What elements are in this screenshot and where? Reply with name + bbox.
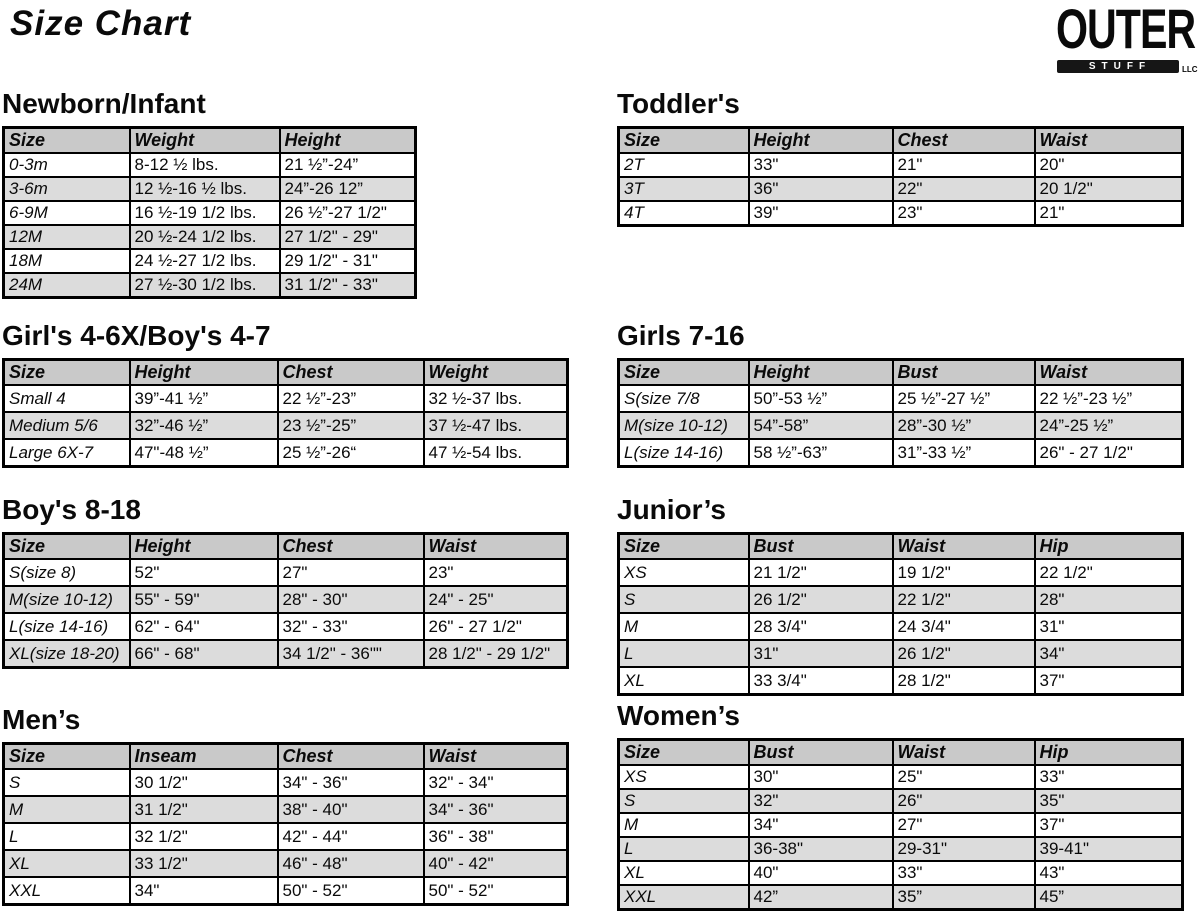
column-header: Size [619, 360, 749, 386]
column-header: Chest [278, 360, 424, 386]
girls-4-6x-boys-4-7-table [2, 358, 569, 468]
table-row [4, 769, 568, 796]
value-cell: 27 ½-30 1/2 lbs. [130, 273, 280, 298]
table-row [4, 823, 568, 850]
page-title: Size Chart [10, 4, 192, 43]
value-cell: 35" [1035, 789, 1183, 813]
value-cell: 28 1/2" [893, 667, 1035, 695]
value-cell: 31”-33 ½” [893, 439, 1035, 467]
womens-table [617, 738, 1184, 911]
table-row [619, 201, 1183, 226]
value-cell: 22 ½”-23 ½” [1035, 385, 1183, 412]
value-cell: 39" [749, 201, 893, 226]
value-cell: 31" [749, 640, 893, 667]
value-cell: 24 3/4" [893, 613, 1035, 640]
value-cell: 47"-48 ½” [130, 439, 278, 467]
size-cell: XL(size 18-20) [4, 640, 130, 668]
table-row [619, 586, 1183, 613]
column-header: Waist [1035, 128, 1183, 154]
value-cell: 34 1/2" - 36"" [278, 640, 424, 668]
section-mens [2, 704, 569, 906]
column-header: Inseam [130, 744, 278, 770]
value-cell: 32" - 33" [278, 613, 424, 640]
column-header: Bust [749, 534, 893, 560]
size-cell: 3-6m [4, 177, 130, 201]
table-row [619, 385, 1183, 412]
table-row [619, 153, 1183, 177]
size-cell: 24M [4, 273, 130, 298]
column-header: Size [619, 740, 749, 766]
column-header: Size [4, 744, 130, 770]
table-row [4, 225, 416, 249]
table-row [4, 249, 416, 273]
column-header: Waist [424, 534, 568, 560]
value-cell: 37" [1035, 667, 1183, 695]
column-header: Waist [424, 744, 568, 770]
value-cell: 22" [893, 177, 1035, 201]
value-cell: 16 ½-19 1/2 lbs. [130, 201, 280, 225]
column-header: Waist [893, 534, 1035, 560]
size-cell: M [4, 796, 130, 823]
logo-llc-text: LLC [1182, 65, 1198, 74]
column-header: Hip [1035, 534, 1183, 560]
column-header: Waist [893, 740, 1035, 766]
section-heading: Men’s [2, 704, 81, 735]
header-row [619, 534, 1183, 560]
table-row [619, 613, 1183, 640]
value-cell: 25 ½”-26“ [278, 439, 424, 467]
value-cell: 34" [1035, 640, 1183, 667]
header-row [4, 360, 568, 386]
size-cell: 4T [619, 201, 749, 226]
value-cell: 30 1/2" [130, 769, 278, 796]
section-heading: Junior’s [617, 494, 726, 525]
size-cell: S [619, 586, 749, 613]
value-cell: 34" [749, 813, 893, 837]
value-cell: 52" [130, 559, 278, 586]
table-row [619, 177, 1183, 201]
value-cell: 28 3/4" [749, 613, 893, 640]
section-heading: Girl's 4-6X/Boy's 4-7 [2, 320, 271, 351]
value-cell: 24 ½-27 1/2 lbs. [130, 249, 280, 273]
table-row [619, 412, 1183, 439]
column-header: Size [4, 534, 130, 560]
value-cell: 33" [1035, 765, 1183, 789]
value-cell: 27" [278, 559, 424, 586]
value-cell: 33" [893, 861, 1035, 885]
table-row [4, 640, 568, 668]
outerstuff-logo [1056, 2, 1198, 82]
value-cell: 20 1/2" [1035, 177, 1183, 201]
column-header: Height [749, 128, 893, 154]
value-cell: 36-38" [749, 837, 893, 861]
table-row [619, 667, 1183, 695]
newborn-infant-table [2, 126, 417, 299]
value-cell: 23" [893, 201, 1035, 226]
value-cell: 26 1/2" [749, 586, 893, 613]
size-cell: S(size 7/8 [619, 385, 749, 412]
table-row [619, 559, 1183, 586]
value-cell: 8-12 ½ lbs. [130, 153, 280, 177]
size-cell: L [619, 837, 749, 861]
column-header: Chest [278, 534, 424, 560]
table-row [619, 837, 1183, 861]
table-row [619, 439, 1183, 467]
header-row [619, 740, 1183, 766]
section-heading: Newborn/Infant [2, 88, 206, 119]
value-cell: 36" [749, 177, 893, 201]
size-cell: Small 4 [4, 385, 130, 412]
value-cell: 25 ½”-27 ½” [893, 385, 1035, 412]
size-cell: XL [619, 667, 749, 695]
size-cell: Medium 5/6 [4, 412, 130, 439]
section-heading: Women’s [617, 700, 740, 731]
value-cell: 37" [1035, 813, 1183, 837]
table-row [619, 885, 1183, 910]
size-cell: 3T [619, 177, 749, 201]
table-row [4, 559, 568, 586]
value-cell: 27 1/2" - 29" [280, 225, 416, 249]
size-cell: M(size 10-12) [619, 412, 749, 439]
table-row [4, 586, 568, 613]
value-cell: 34" - 36" [424, 796, 568, 823]
value-cell: 54”-58” [749, 412, 893, 439]
table-row [4, 412, 568, 439]
value-cell: 20" [1035, 153, 1183, 177]
value-cell: 30" [749, 765, 893, 789]
table-row [4, 201, 416, 225]
size-cell: L [619, 640, 749, 667]
table-row [619, 765, 1183, 789]
value-cell: 20 ½-24 1/2 lbs. [130, 225, 280, 249]
value-cell: 45” [1035, 885, 1183, 910]
column-header: Size [4, 128, 130, 154]
value-cell: 31 1/2" - 33" [280, 273, 416, 298]
value-cell: 42" - 44" [278, 823, 424, 850]
table-row [619, 813, 1183, 837]
value-cell: 40" [749, 861, 893, 885]
table-row [4, 877, 568, 905]
size-cell: S [4, 769, 130, 796]
section-boys-8-18 [2, 494, 569, 669]
value-cell: 34" - 36" [278, 769, 424, 796]
size-cell: 0-3m [4, 153, 130, 177]
size-cell: L [4, 823, 130, 850]
value-cell: 29-31" [893, 837, 1035, 861]
value-cell: 28" [1035, 586, 1183, 613]
column-header: Height [130, 360, 278, 386]
size-cell: XS [619, 765, 749, 789]
value-cell: 31 1/2" [130, 796, 278, 823]
value-cell: 50”-53 ½” [749, 385, 893, 412]
value-cell: 24" - 25" [424, 586, 568, 613]
column-header: Chest [893, 128, 1035, 154]
section-womens [617, 700, 1184, 911]
value-cell: 35” [893, 885, 1035, 910]
value-cell: 34" [130, 877, 278, 905]
column-header: Bust [893, 360, 1035, 386]
mens-table [2, 742, 569, 906]
value-cell: 43" [1035, 861, 1183, 885]
table-row [4, 273, 416, 298]
table-row [4, 796, 568, 823]
section-newborn-infant [2, 88, 417, 299]
table-row [4, 153, 416, 177]
table-row [4, 850, 568, 877]
section-toddlers [617, 88, 1184, 227]
size-cell: 18M [4, 249, 130, 273]
header-row [4, 534, 568, 560]
value-cell: 39”-41 ½” [130, 385, 278, 412]
size-cell: L(size 14-16) [619, 439, 749, 467]
value-cell: 33 1/2" [130, 850, 278, 877]
value-cell: 22 1/2" [893, 586, 1035, 613]
table-row [619, 789, 1183, 813]
value-cell: 21" [1035, 201, 1183, 226]
size-cell: S(size 8) [4, 559, 130, 586]
section-heading: Toddler's [617, 88, 740, 119]
girls-7-16-table [617, 358, 1184, 468]
value-cell: 24”-26 12” [280, 177, 416, 201]
value-cell: 26 ½”-27 1/2" [280, 201, 416, 225]
table-row [619, 861, 1183, 885]
column-header: Size [619, 534, 749, 560]
toddlers-table [617, 126, 1184, 227]
column-header: Chest [278, 744, 424, 770]
size-cell: 6-9M [4, 201, 130, 225]
value-cell: 37 ½-47 lbs. [424, 412, 568, 439]
column-header: Hip [1035, 740, 1183, 766]
size-cell: S [619, 789, 749, 813]
value-cell: 31" [1035, 613, 1183, 640]
value-cell: 29 1/2" - 31" [280, 249, 416, 273]
size-cell: 2T [619, 153, 749, 177]
value-cell: 39-41" [1035, 837, 1183, 861]
value-cell: 25" [893, 765, 1035, 789]
table-row [4, 613, 568, 640]
header-row [4, 744, 568, 770]
column-header: Weight [130, 128, 280, 154]
value-cell: 12 ½-16 ½ lbs. [130, 177, 280, 201]
value-cell: 32”-46 ½” [130, 412, 278, 439]
column-header: Size [4, 360, 130, 386]
size-cell: Large 6X-7 [4, 439, 130, 467]
column-header: Height [280, 128, 416, 154]
value-cell: 46" - 48" [278, 850, 424, 877]
column-header: Bust [749, 740, 893, 766]
column-header: Height [130, 534, 278, 560]
value-cell: 28" - 30" [278, 586, 424, 613]
size-cell: L(size 14-16) [4, 613, 130, 640]
column-header: Size [619, 128, 749, 154]
size-cell: XL [4, 850, 130, 877]
size-cell: 12M [4, 225, 130, 249]
juniors-table [617, 532, 1184, 696]
value-cell: 55" - 59" [130, 586, 278, 613]
value-cell: 26" - 27 1/2" [424, 613, 568, 640]
section-juniors [617, 494, 1184, 696]
table-row [4, 177, 416, 201]
header-row [619, 128, 1183, 154]
value-cell: 50" - 52" [424, 877, 568, 905]
column-header: Waist [1035, 360, 1183, 386]
table-row [4, 385, 568, 412]
section-girls-7-16 [617, 320, 1184, 468]
value-cell: 40" - 42" [424, 850, 568, 877]
value-cell: 33" [749, 153, 893, 177]
size-cell: M(size 10-12) [4, 586, 130, 613]
table-row [619, 640, 1183, 667]
value-cell: 28 1/2" - 29 1/2" [424, 640, 568, 668]
header-row [4, 128, 416, 154]
logo-outer-text: OUTER [1056, 0, 1196, 61]
value-cell: 26" - 27 1/2" [1035, 439, 1183, 467]
value-cell: 32" - 34" [424, 769, 568, 796]
value-cell: 23" [424, 559, 568, 586]
header-row [619, 360, 1183, 386]
value-cell: 58 ½”-63” [749, 439, 893, 467]
value-cell: 47 ½-54 lbs. [424, 439, 568, 467]
value-cell: 36" - 38" [424, 823, 568, 850]
value-cell: 22 1/2" [1035, 559, 1183, 586]
value-cell: 50" - 52" [278, 877, 424, 905]
table-row [4, 439, 568, 467]
section-heading: Boy's 8-18 [2, 494, 141, 525]
value-cell: 19 1/2" [893, 559, 1035, 586]
value-cell: 24”-25 ½” [1035, 412, 1183, 439]
value-cell: 21" [893, 153, 1035, 177]
value-cell: 22 ½”-23” [278, 385, 424, 412]
value-cell: 62" - 64" [130, 613, 278, 640]
value-cell: 23 ½”-25” [278, 412, 424, 439]
value-cell: 26" [893, 789, 1035, 813]
size-cell: XXL [619, 885, 749, 910]
size-cell: M [619, 613, 749, 640]
value-cell: 66" - 68" [130, 640, 278, 668]
value-cell: 28”-30 ½” [893, 412, 1035, 439]
size-cell: XXL [4, 877, 130, 905]
size-cell: XL [619, 861, 749, 885]
value-cell: 33 3/4" [749, 667, 893, 695]
value-cell: 26 1/2" [893, 640, 1035, 667]
column-header: Height [749, 360, 893, 386]
value-cell: 21 1/2" [749, 559, 893, 586]
value-cell: 32 ½-37 lbs. [424, 385, 568, 412]
logo-stuff-bar: STUFF [1057, 60, 1179, 73]
value-cell: 38" - 40" [278, 796, 424, 823]
section-girls-4-6x-boys-4-7 [2, 320, 569, 468]
value-cell: 32 1/2" [130, 823, 278, 850]
value-cell: 21 ½”-24” [280, 153, 416, 177]
size-cell: M [619, 813, 749, 837]
value-cell: 27" [893, 813, 1035, 837]
value-cell: 32" [749, 789, 893, 813]
section-heading: Girls 7-16 [617, 320, 745, 351]
value-cell: 42” [749, 885, 893, 910]
size-cell: XS [619, 559, 749, 586]
boys-8-18-table [2, 532, 569, 669]
column-header: Weight [424, 360, 568, 386]
